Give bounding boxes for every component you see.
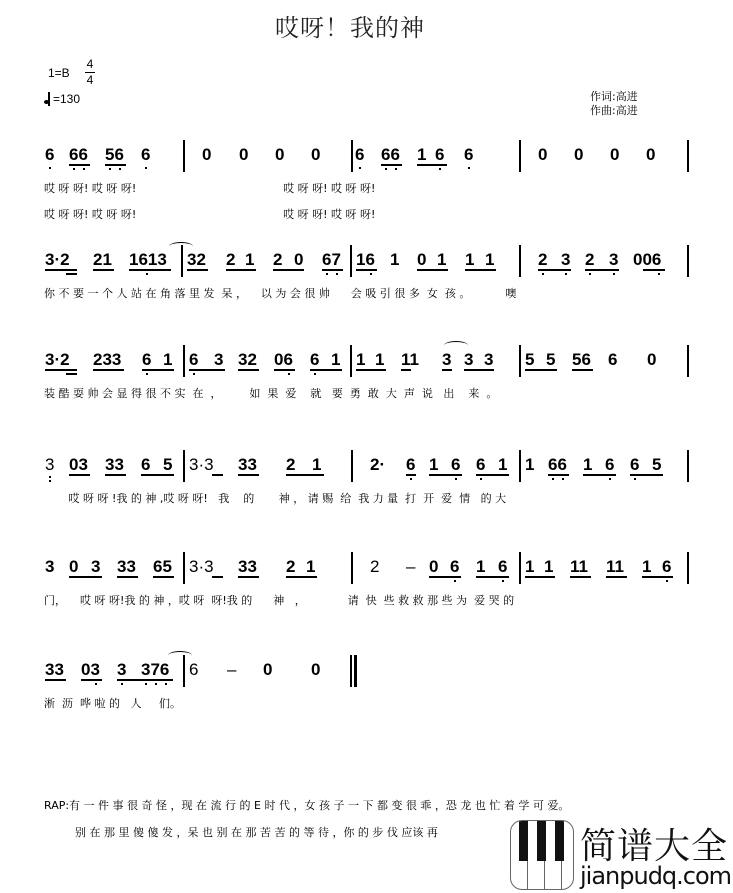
note: 376 xyxy=(141,660,170,679)
underline xyxy=(643,269,665,271)
note: 5 xyxy=(163,455,173,474)
low-octave-dot xyxy=(634,478,636,480)
underline xyxy=(69,474,90,476)
note: 1 xyxy=(306,557,316,576)
key-signature: 1=B xyxy=(48,66,70,80)
note: 3 xyxy=(91,557,101,576)
low-octave-dot xyxy=(542,273,544,275)
barline xyxy=(181,245,183,277)
low-octave-dot xyxy=(146,373,148,375)
rest: 0 xyxy=(538,145,548,164)
lyrics-line-1b: 哎 呀 呀! 哎 呀 呀! 哎 呀 呀! 哎 呀 呀! xyxy=(44,208,376,221)
low-octave-dot xyxy=(336,273,338,275)
note: 1 xyxy=(163,350,173,369)
note-stem xyxy=(48,92,50,106)
note: 3·3 xyxy=(189,455,214,474)
note: 1613 xyxy=(129,250,167,269)
rest: 0 xyxy=(574,145,584,164)
tie xyxy=(444,341,468,350)
final-barline-thick xyxy=(354,655,357,687)
underline xyxy=(45,369,77,371)
low-octave-dot xyxy=(119,168,121,170)
low-octave-dot xyxy=(193,373,195,375)
underline xyxy=(356,369,386,371)
note: 1 xyxy=(375,350,385,369)
note: 006 xyxy=(633,250,662,269)
note: 33 xyxy=(105,455,124,474)
underline xyxy=(226,269,256,271)
low-octave-dot xyxy=(359,167,361,169)
underline xyxy=(45,269,77,271)
barline xyxy=(519,552,521,584)
note: 6 xyxy=(141,145,151,164)
watermark-logo xyxy=(508,820,733,893)
note: 33 xyxy=(238,455,257,474)
note: 5 xyxy=(546,350,556,369)
rest: 0 xyxy=(69,557,79,576)
low-octave-dot xyxy=(609,478,611,480)
song-title: 哎呀！我的神 xyxy=(275,14,425,42)
low-octave-dot xyxy=(589,273,591,275)
staff-line-6 xyxy=(44,655,694,695)
low-octave-dot xyxy=(288,373,290,375)
note: 1 xyxy=(525,557,535,576)
low-octave-dot xyxy=(73,168,75,170)
note: 1 xyxy=(476,557,486,576)
barline xyxy=(350,245,352,277)
note: 6 xyxy=(608,350,618,369)
note: 1 xyxy=(429,455,439,474)
barline xyxy=(183,140,185,172)
note: 6 xyxy=(142,350,152,369)
note: 1 xyxy=(437,250,447,269)
low-octave-dot xyxy=(95,683,97,685)
time-signature xyxy=(85,58,95,87)
rest: 0 xyxy=(647,350,657,369)
note: 3 xyxy=(117,660,127,679)
note: 6 xyxy=(451,455,461,474)
watermark-url: jianpudq.com xyxy=(580,862,732,890)
low-octave-dot xyxy=(385,168,387,170)
underline xyxy=(310,369,342,371)
rest: 0 xyxy=(263,660,273,679)
underline xyxy=(465,269,496,271)
note: 6 xyxy=(189,660,199,679)
barline xyxy=(519,345,521,377)
note: 2· xyxy=(370,455,386,474)
low-octave-dot xyxy=(145,167,147,169)
composer: 作曲:高进 xyxy=(590,104,638,117)
note: 233 xyxy=(93,350,122,369)
underline xyxy=(273,269,304,271)
underline xyxy=(525,576,555,578)
low-octave-dot xyxy=(439,168,441,170)
barline xyxy=(183,450,185,482)
lyricist: 作词:高进 xyxy=(590,90,638,103)
underline xyxy=(476,576,509,578)
low-octave-dot xyxy=(109,168,111,170)
low-octave-dot xyxy=(326,273,328,275)
barline xyxy=(183,345,185,377)
underline xyxy=(105,164,126,166)
note: 11 xyxy=(401,350,419,369)
underline xyxy=(417,164,447,166)
note: 11 xyxy=(606,557,624,576)
low-octave-dot xyxy=(562,478,564,480)
note: 6 xyxy=(464,145,474,164)
underline xyxy=(572,369,593,371)
note: 67 xyxy=(322,250,341,269)
note: 3·2 xyxy=(45,250,70,269)
note: 03 xyxy=(69,455,88,474)
low-octave-dot xyxy=(49,476,51,478)
underline xyxy=(93,369,104,371)
underline xyxy=(117,679,173,681)
note: 6 xyxy=(662,557,672,576)
underline xyxy=(585,269,619,271)
barline xyxy=(351,552,353,584)
note: 6 xyxy=(355,145,365,164)
note: 1 xyxy=(642,557,652,576)
final-barline xyxy=(350,655,352,687)
underline xyxy=(142,369,174,371)
low-octave-dot xyxy=(480,478,482,480)
underline xyxy=(417,269,448,271)
underline xyxy=(81,679,102,681)
underline xyxy=(105,474,126,476)
low-octave-dot xyxy=(145,683,147,685)
low-octave-dot xyxy=(666,580,668,582)
note: 2 xyxy=(273,250,283,269)
low-octave-dot xyxy=(49,167,51,169)
underline xyxy=(238,474,259,476)
low-octave-dot xyxy=(658,273,660,275)
watermark-name: 简谱大全 xyxy=(580,826,729,867)
time-signature-top: 4 xyxy=(86,57,94,71)
underline xyxy=(45,679,66,681)
note: 2 xyxy=(286,455,296,474)
low-octave-dot xyxy=(613,273,615,275)
note: 56 xyxy=(572,350,591,369)
dash: – xyxy=(406,557,416,576)
underline xyxy=(212,576,223,578)
note: 5 xyxy=(525,350,535,369)
barline xyxy=(687,552,689,584)
note: 6 xyxy=(45,145,55,164)
note: 56 xyxy=(105,145,124,164)
underline xyxy=(286,474,324,476)
note: 1 xyxy=(465,250,475,269)
barline xyxy=(183,552,185,584)
note: 6 xyxy=(476,455,486,474)
underline xyxy=(187,269,208,271)
barline xyxy=(687,345,689,377)
barline xyxy=(687,450,689,482)
staff-line-1 xyxy=(44,140,694,180)
low-octave-dot xyxy=(468,167,470,169)
underline xyxy=(642,576,673,578)
staff-line-5 xyxy=(44,552,694,592)
underline xyxy=(401,369,411,371)
note: 6 xyxy=(630,455,640,474)
underline xyxy=(141,474,174,476)
underline xyxy=(630,474,663,476)
note: 6 xyxy=(310,350,320,369)
rest: 0 xyxy=(239,145,249,164)
lyrics-line-1a: 哎 呀 呀! 哎 呀 呀! 哎 呀 呀! 哎 呀 呀! xyxy=(44,182,376,195)
low-octave-dot xyxy=(565,273,567,275)
rest: 0 xyxy=(311,660,321,679)
underline xyxy=(66,373,77,375)
note: 6 xyxy=(141,455,151,474)
note: 1 xyxy=(544,557,554,576)
barline xyxy=(351,450,353,482)
underline xyxy=(286,576,317,578)
rap-line-2: 别 在 那 里 傻 傻 发 ，呆 也 别 在 那 苦 苦 的 等 待 ，你 的 步 伐 应该 再 xyxy=(75,826,438,839)
tempo-marking xyxy=(44,89,80,106)
note: 5 xyxy=(652,455,662,474)
underline xyxy=(238,576,259,578)
note: 1 xyxy=(331,350,341,369)
underline xyxy=(442,369,452,371)
underline xyxy=(129,269,171,271)
note: 1 xyxy=(417,145,427,164)
note: 66 xyxy=(548,455,567,474)
underline xyxy=(104,369,124,371)
barline xyxy=(183,655,185,687)
underline xyxy=(381,164,402,166)
low-octave-dot xyxy=(49,480,51,482)
underline xyxy=(548,474,569,476)
lyrics-line-5: 门， 哎 呀 呀!我 的 神 ，哎 呀 呀!我 的 神 ， 请 快 些 救 救 那 些 为 爱 哭 的 xyxy=(44,594,515,607)
note: 1 xyxy=(498,455,508,474)
underline xyxy=(476,474,509,476)
low-octave-dot xyxy=(502,580,504,582)
underline xyxy=(238,369,259,371)
barline xyxy=(687,140,689,172)
note: 2 xyxy=(585,250,595,269)
tempo-value: =130 xyxy=(53,92,81,106)
lyrics-line-4: 哎 呀 呀 !我 的 神 ,哎 呀 呀! 我 的 神 ， 请 赐 给 我 力 量 打 开 爱 情 的 大 xyxy=(44,492,507,505)
low-octave-dot xyxy=(552,478,554,480)
note: 1 xyxy=(583,455,593,474)
underline xyxy=(464,369,494,371)
note: 1 xyxy=(312,455,322,474)
low-octave-dot xyxy=(370,273,372,275)
note: 1 xyxy=(485,250,495,269)
underline xyxy=(429,576,461,578)
underline xyxy=(406,474,416,476)
note: 32 xyxy=(187,250,206,269)
staff-line-3 xyxy=(44,345,694,385)
underline xyxy=(570,576,591,578)
rest: 0 xyxy=(429,557,439,576)
dash: – xyxy=(227,660,237,679)
note: 3 xyxy=(561,250,571,269)
rap-line-1: RAP:有 一 件 事 很 奇 怪 ，现 在 流 行 的 E 时 代 ，女 孩 子 一 下 都 变 很 乖 ，恐 龙 也 忙 着 学 可 爱。 xyxy=(44,799,570,812)
note: 21 xyxy=(93,250,112,269)
barline xyxy=(519,450,521,482)
underline xyxy=(189,369,225,371)
note: 2 xyxy=(538,250,548,269)
barline xyxy=(350,345,352,377)
low-octave-dot xyxy=(454,580,456,582)
note: 6 xyxy=(450,557,460,576)
note: 16 xyxy=(356,250,375,269)
note: 3 xyxy=(464,350,474,369)
note: 3 xyxy=(484,350,494,369)
note: 1 xyxy=(390,250,400,269)
underline xyxy=(274,369,295,371)
rest: 0 xyxy=(417,250,427,269)
barline xyxy=(687,245,689,277)
note: 6 xyxy=(605,455,615,474)
underline xyxy=(212,474,223,476)
low-octave-dot xyxy=(314,373,316,375)
note: 32 xyxy=(238,350,257,369)
time-signature-bottom: 4 xyxy=(86,73,94,87)
tie xyxy=(168,651,192,660)
note: 03 xyxy=(81,660,100,679)
note: 3 xyxy=(442,350,452,369)
note: 66 xyxy=(381,145,400,164)
note: 1 xyxy=(245,250,255,269)
low-octave-dot xyxy=(121,683,123,685)
piano-keys-icon xyxy=(510,820,574,890)
underline xyxy=(356,269,377,271)
note: 33 xyxy=(238,557,257,576)
note: 33 xyxy=(117,557,136,576)
lyrics-line-2: 你 不 要 一 个 人 站 在 角 落 里 发 呆 ， 以 为 会 很 帅 会 吸 引 很 多 女 孩 。 噢 xyxy=(44,287,517,300)
underline xyxy=(117,576,138,578)
underline xyxy=(322,269,343,271)
underline xyxy=(93,269,114,271)
underline xyxy=(69,164,90,166)
low-octave-dot xyxy=(395,168,397,170)
lyrics-line-3: 装 酷 耍 帅 会 显 得 很 不 实 在 ， 如 果 爱 就 要 勇 敢 大 声 说 出 来 。 xyxy=(44,387,498,400)
barline xyxy=(351,140,353,172)
rest: 0 xyxy=(646,145,656,164)
note: 3 xyxy=(214,350,224,369)
underline xyxy=(538,269,571,271)
note: 65 xyxy=(153,557,172,576)
rest: 0 xyxy=(275,145,285,164)
barline xyxy=(519,140,521,172)
rest: 0 xyxy=(610,145,620,164)
note: 2 xyxy=(226,250,236,269)
low-octave-dot xyxy=(455,478,457,480)
note: 6 xyxy=(435,145,445,164)
note: 1 xyxy=(356,350,366,369)
note: 6 xyxy=(498,557,508,576)
staff-line-2 xyxy=(44,245,694,285)
underline xyxy=(69,576,102,578)
barline xyxy=(519,245,521,277)
note: 3·2 xyxy=(45,350,70,369)
note: 66 xyxy=(69,145,88,164)
note: 1 xyxy=(525,455,535,474)
low-octave-dot xyxy=(155,683,157,685)
underline xyxy=(66,273,77,275)
note: 3 xyxy=(609,250,619,269)
underline xyxy=(429,474,462,476)
note: 11 xyxy=(570,557,588,576)
low-octave-dot xyxy=(146,273,148,275)
lyrics-line-6: 淅 沥 哗 啦 的 人 们。 xyxy=(44,697,181,710)
underline xyxy=(583,474,616,476)
note: 33 xyxy=(45,660,64,679)
note: 2 xyxy=(370,557,380,576)
low-octave-dot xyxy=(83,168,85,170)
staff-line-4 xyxy=(44,450,694,490)
note: 6 xyxy=(189,350,199,369)
note: 2 xyxy=(286,557,296,576)
underline xyxy=(606,576,627,578)
note: 06 xyxy=(274,350,293,369)
note: 3·3 xyxy=(189,557,214,576)
low-octave-dot xyxy=(165,683,167,685)
rest: 0 xyxy=(311,145,321,164)
underline xyxy=(153,576,174,578)
note: 3 xyxy=(45,557,55,576)
rest: 0 xyxy=(294,250,304,269)
low-octave-dot xyxy=(410,478,412,480)
note: 6 xyxy=(406,455,416,474)
credits xyxy=(590,90,638,118)
rest: 0 xyxy=(202,145,212,164)
underline xyxy=(525,369,557,371)
note: 3 xyxy=(45,455,55,474)
